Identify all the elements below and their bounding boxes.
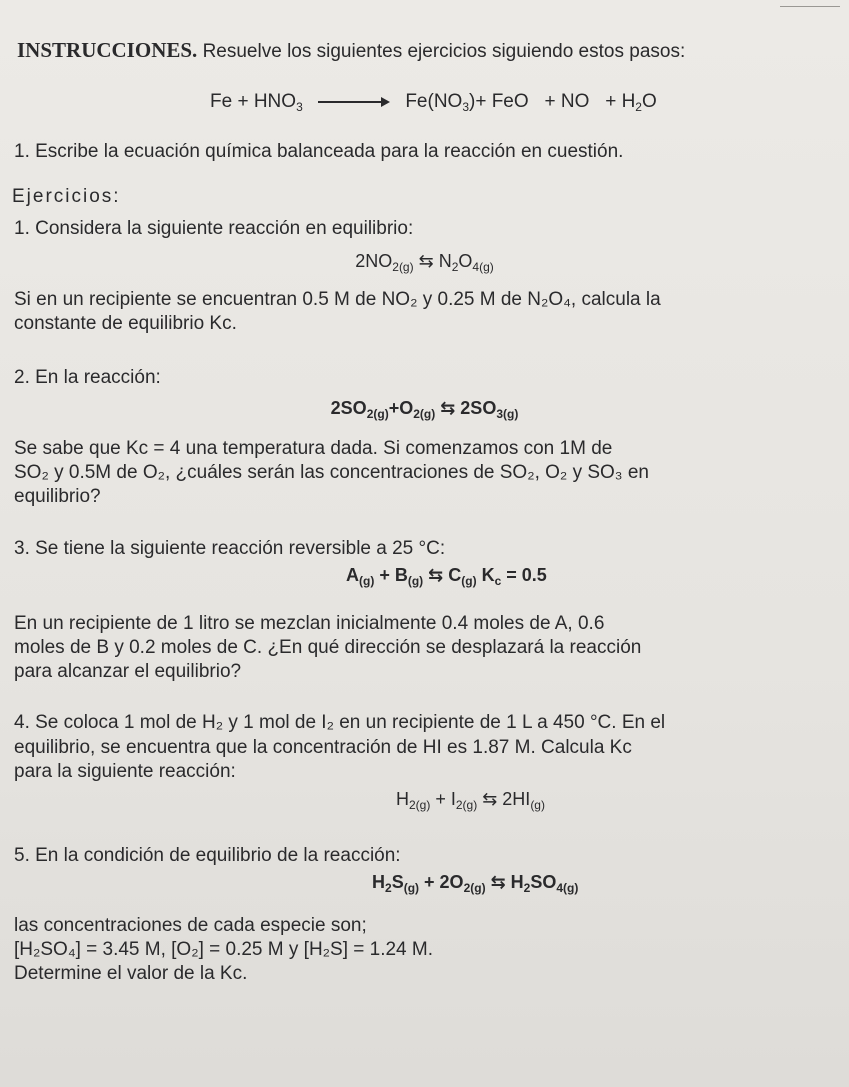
equilibrium-arrow-icon: ⇆ <box>423 565 449 585</box>
exercise-4-text-1: 4. Se coloca 1 mol de H₂ y 1 mol de I₂ en un recipiente de 1 L a 450 °C. En el <box>14 712 666 733</box>
exercise-5-text-2: [H₂SO₄] = 3.45 M, [O₂] = 0.25 M y [H₂S] = 1.24 M. <box>14 939 434 960</box>
equilibrium-arrow-icon: ⇆ <box>413 251 439 271</box>
instructions-intro: Resuelve los siguientes ejercicios siguiendo estos pasos: <box>202 41 686 62</box>
exercise-4-equation: $H_{2(g)} + I_{2(g)}$ ⇆ $2HI_{(g)}$ <box>396 789 545 812</box>
exercise-1-text-2: constante de equilibrio Kc. <box>14 313 237 334</box>
equilibrium-arrow-icon: ⇆ <box>435 398 461 418</box>
exercise-2-equation: $2SO_{2(g)}+O_{2(g)}$ ⇆ $2SO_{3(g)}$ <box>330 398 519 421</box>
exercise-3-text-3: para alcanzar el equilibrio? <box>14 661 242 682</box>
exercise-3-equation: $A_{(g)} + B_{(g)}$ ⇆ $C_{(g)}$ $K_c = 0.5$ <box>346 565 547 588</box>
instructions-title: INSTRUCCIONES. <box>17 38 198 62</box>
exercise-1-text-1: Si en un recipiente se encuentran 0.5 M de NO₂ y 0.25 M de N₂O₄, calcula la <box>14 289 661 310</box>
exercise-4-text-3: para la siguiente reacción: <box>14 761 236 782</box>
instructions-line <box>17 39 685 63</box>
exercises-heading: Ejercicios: <box>12 186 121 207</box>
exercise-5-text-3: Determine el valor de la Kc. <box>14 963 248 984</box>
equilibrium-arrow-icon: ⇆ <box>485 872 511 892</box>
exercise-3-text-1: En un recipiente de 1 litro se mezclan inicialmente 0.4 moles de A, 0.6 <box>14 613 605 634</box>
top-decoration-line <box>780 6 840 7</box>
exercise-1-equation: $2NO_{2(g)}$ ⇆ $N_2O_{4(g)}$ <box>355 251 494 274</box>
exercise-3-prompt: 3. Se tiene la siguiente reacción reversible a 25 °C: <box>14 538 446 559</box>
exercise-2-text-2: SO₂ y 0.5M de O₂, ¿cuáles serán las concentraciones de SO₂, O₂ y SO₃ en <box>14 462 649 483</box>
exercise-5-prompt: 5. En la condición de equilibrio de la reacción: <box>14 845 401 866</box>
exercise-2-prompt: 2. En la reacción: <box>14 367 161 388</box>
equilibrium-arrow-icon: ⇆ <box>477 789 503 809</box>
exercise-1-prompt: 1. Considera la siguiente reacción en equilibrio: <box>14 218 414 239</box>
exercise-5-text-1: las concentraciones de cada especie son; <box>14 915 367 936</box>
exercise-2-text-1: Se sabe que Kc = 4 una temperatura dada. Si comenzamos con 1M de <box>14 438 613 459</box>
exercise-5-equation: $H_2S_{(g)} + 2O_{2(g)}$ ⇆ $H_2SO_{4(g)}$ <box>372 872 579 895</box>
step-1: 1. Escribe la ecuación química balanceada para la reacción en cuestión. <box>14 141 624 162</box>
exercise-4-text-2: equilibrio, se encuentra que la concentración de HI es 1.87 M. Calcula Kc <box>14 737 632 758</box>
right-arrow-icon <box>318 101 388 103</box>
main-reaction-equation: $Fe + HNO_3$ $Fe(NO_3)+$ FeO + NO + $H_2O$ <box>210 91 657 114</box>
exercise-3-text-2: moles de B y 0.2 moles de C. ¿En qué dirección se desplazará la reacción <box>14 637 642 658</box>
exercise-2-text-3: equilibrio? <box>14 486 101 507</box>
